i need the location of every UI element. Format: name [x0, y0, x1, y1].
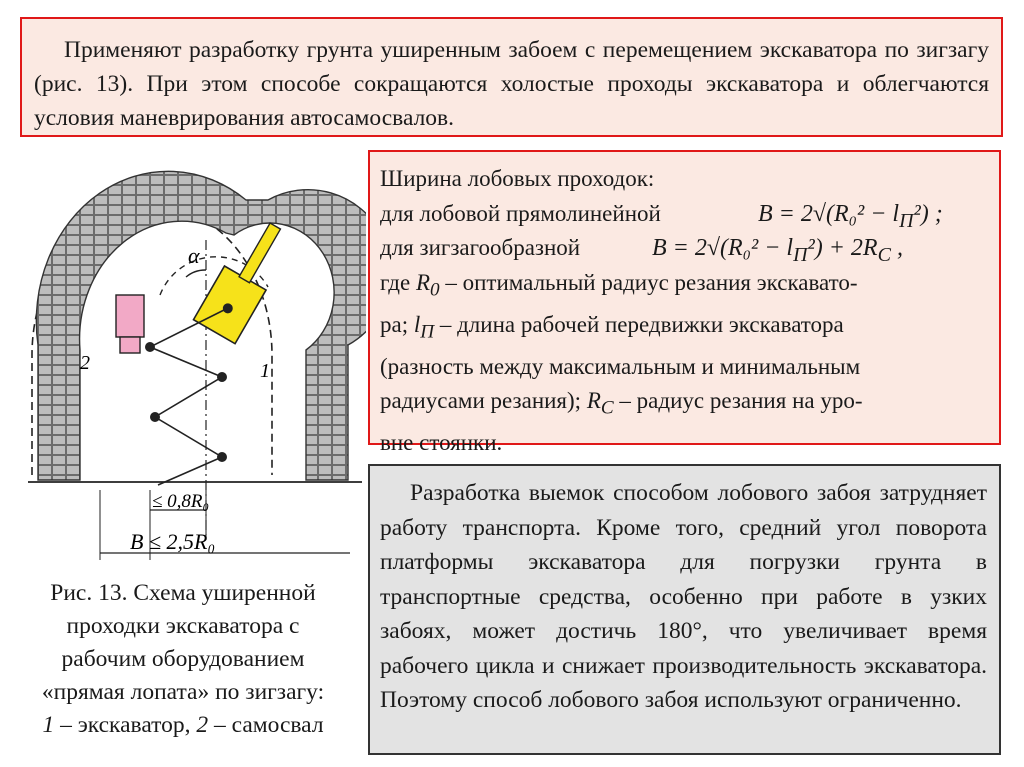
zigzag-diagram: [10, 145, 366, 575]
formula-zigzag-row: [380, 231, 987, 266]
formula-heading: Ширина лобовых проходок:: [380, 166, 655, 191]
label-1: 1: [260, 360, 270, 382]
label-2: 2: [80, 352, 90, 374]
formula-straight-row: [380, 197, 987, 232]
intro-box: [20, 17, 1003, 137]
conclusion-box: [368, 464, 1001, 755]
brick-wall: [36, 171, 366, 480]
r0-desc-cont: ра;: [380, 311, 409, 337]
formula-box: [368, 150, 1001, 456]
caption-num1: 1: [42, 712, 55, 738]
caption-item1: – экскаватор,: [54, 712, 197, 738]
label-alpha: α: [188, 243, 200, 268]
r0-desc: – оптимальный радиус резания экскавато-: [439, 269, 858, 295]
symbol-rc: $R_C$: [586, 388, 614, 419]
r0-row: [380, 266, 987, 308]
lp-row: [380, 308, 987, 350]
where-prefix: где: [380, 269, 411, 295]
caption-line1: Рис. 13. Схема уширенной: [50, 580, 316, 606]
caption-line2: проходки экскаватора с: [66, 613, 300, 639]
figure-caption: [8, 577, 358, 742]
caption-line4: «прямая лопата» по зигзагу:: [41, 679, 325, 705]
caption-line3: рабочим оборудованием: [61, 646, 305, 672]
caption-item2: – самосвал: [208, 712, 324, 738]
dump-truck: [116, 295, 144, 353]
intro-text: Применяют разработку грунта уширенным забоем с перемещением экскаватора по зигзагу (рис. 13). При этом способе сокращаются холостые проходы экскаватора и облегчаются условия маневрирования автосамосвалов.: [34, 37, 989, 131]
rc-row: [380, 384, 987, 426]
formula-zigzag: $B = 2√(R_0^2 - l_П^2) + 2R_C$ ,: [652, 235, 903, 266]
lp-desc-cont2: радиусами резания);: [380, 388, 582, 414]
symbol-r0: $R_0$: [415, 269, 440, 301]
formula-straight-label: для лобовой прямолинейной: [380, 200, 661, 226]
symbol-lp: $l_П$: [413, 311, 435, 343]
caption-num2: 2: [196, 712, 209, 738]
conclusion-text: Разработка выемок способом лобового забоя затрудняет работу транспорта. Кроме того, средний угол поворота платформы экскаватора для погрузки грунта в транспортные средства, особенно при работе в узких забоях, может достичь 180°, что увеличивает время рабочего цикла и снижает производительность экскаватора. Поэтому способ лобового забоя используют ограниченно.: [380, 480, 987, 713]
lp-desc: – длина рабочей передвижки экскаватора: [434, 311, 844, 337]
rc-cont-row: вне стоянки.: [380, 430, 503, 456]
formula-straight: $B = 2√(R_0^2 - l_П^2)$ ;: [758, 200, 943, 232]
excavator: [193, 214, 296, 344]
rc-desc: – радиус резания на уро-: [613, 388, 863, 414]
dim-small: ≤ 0,8R₀: [152, 491, 210, 512]
diagram-svg: [10, 145, 366, 575]
caption-line5: [8, 709, 358, 742]
formula-zigzag-label: для зигзагообразной: [380, 235, 581, 260]
lp-cont-row: (разность между максимальным и минимальным: [380, 353, 861, 379]
dim-large: B ≤ 2,5R₀: [130, 529, 216, 554]
